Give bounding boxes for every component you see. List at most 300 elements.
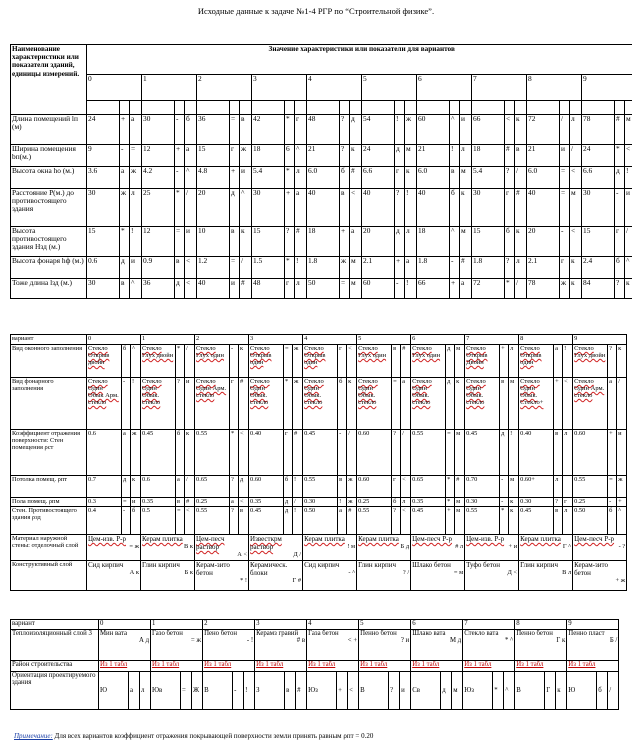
material-codes [88, 569, 139, 576]
value-cell: 20 [197, 189, 230, 227]
value-cell: - [560, 227, 570, 257]
variant-number: 7 [465, 335, 519, 345]
value-cell: и [625, 189, 632, 227]
code-b: к [189, 543, 194, 550]
value-cell: < [570, 227, 582, 257]
value-cell: к [515, 227, 527, 257]
value-cell: / [515, 279, 527, 299]
value-cell: / [185, 345, 195, 378]
row-label: Тоже длина lзд (м.) [11, 279, 87, 299]
value-cell: # [347, 507, 357, 535]
value-cell: # [350, 167, 362, 189]
value-cell: / [570, 145, 582, 167]
value-cell: в [230, 227, 240, 257]
value-cell: 15 [197, 145, 230, 167]
material-cell [465, 535, 519, 561]
value-cell: а [120, 167, 130, 189]
value-cell: ! [293, 507, 303, 535]
code-a: - [246, 637, 250, 645]
value-cell: * [285, 115, 295, 145]
code-a: В [184, 543, 189, 550]
value-cell: м [570, 189, 582, 227]
value-cell: а [185, 145, 197, 167]
value-cell: м [455, 507, 465, 535]
material-codes [412, 569, 463, 576]
value-cell: а [460, 279, 472, 299]
orientation-cell: # [296, 672, 307, 710]
value-cell: = [446, 430, 455, 476]
value-cell: к [239, 345, 249, 378]
value-cell: Стекло Один Обык. стекло [465, 378, 500, 430]
value-cell: 0.5 [141, 507, 176, 535]
material-cell [87, 535, 141, 561]
value-cell: 18 [472, 145, 505, 167]
value-cell: 15 [87, 227, 120, 257]
value-cell: к [625, 279, 632, 299]
value-cell: / [185, 476, 195, 498]
orientation-cell: л [140, 672, 151, 710]
value-cell: Стекло Один Обык. стекло [303, 378, 338, 430]
value-cell: 24 [87, 115, 120, 145]
code-a: * [240, 577, 244, 584]
value-cell: ! [405, 189, 417, 227]
row-label: Конструктивный слой [11, 561, 87, 591]
material-codes [250, 551, 301, 558]
spacer-cell [340, 101, 350, 115]
value-cell: 18 [417, 227, 450, 257]
value-cell: л [563, 430, 573, 476]
value-cell: ж [340, 257, 350, 279]
code-b: д [457, 637, 462, 645]
value-cell: в [340, 189, 350, 227]
value-cell: 0.55 [303, 476, 338, 498]
value-cell: 78 [582, 115, 615, 145]
material-cell [411, 535, 465, 561]
code-a: = [129, 543, 133, 550]
value-cell: м [625, 115, 632, 145]
table-row [11, 430, 627, 476]
value-cell: ! [130, 227, 142, 257]
value-cell: д [395, 145, 405, 167]
value-cell: - [395, 279, 405, 299]
value-cell: в [176, 498, 185, 507]
orientation-cell: Юз [307, 672, 337, 710]
value-cell: * [176, 345, 185, 378]
spacer-cell [505, 101, 515, 115]
variant-number: 8 [527, 75, 582, 101]
variant-number: 3 [249, 335, 303, 345]
material-codes [466, 569, 517, 576]
table-insulation [10, 619, 619, 710]
insulation-codes [360, 637, 409, 644]
code-b: л [567, 569, 572, 576]
code-a: Г [562, 543, 567, 550]
value-cell: 0.9 [142, 257, 175, 279]
value-cell: Стекло Открыв двойн [87, 345, 122, 378]
orientation-cell: Ю [99, 672, 129, 710]
value-cell: < [185, 257, 197, 279]
material-name: Глин кирпич [520, 561, 559, 569]
value-cell: д [284, 498, 293, 507]
value-cell: ! [131, 378, 141, 430]
material-cell [519, 561, 573, 591]
value-cell: ! [295, 257, 307, 279]
spacer-cell [472, 101, 505, 115]
spacer-cell [417, 101, 450, 115]
region-cell: Из 1 табл [255, 661, 307, 672]
spacer-cell [560, 101, 570, 115]
value-cell: / [560, 115, 570, 145]
spacer-cell [570, 101, 582, 115]
table-materials [10, 334, 627, 591]
variant-number: 9 [567, 620, 619, 630]
value-cell: б [131, 507, 141, 535]
value-cell: 10 [197, 227, 230, 257]
row-label: Стен. Противостоящего здания ρзд [11, 507, 87, 535]
value-cell: г [230, 145, 240, 167]
value-cell: ! [293, 476, 303, 498]
orientation-cell: б [597, 672, 608, 710]
value-cell: 48 [307, 115, 340, 145]
value-cell: м [455, 498, 465, 507]
value-cell: в [515, 145, 527, 167]
variant-number: 2 [203, 620, 255, 630]
material-cell [195, 535, 249, 561]
material-cell [195, 561, 249, 591]
value-cell: к [570, 279, 582, 299]
value-cell: б [615, 257, 625, 279]
value-cell: к [509, 507, 519, 535]
value-cell: ж [293, 378, 303, 430]
value-cell: г [505, 189, 515, 227]
value-cell: 6.6 [582, 167, 615, 189]
code-b: в [301, 637, 306, 645]
spacer-cell [295, 101, 307, 115]
row-label: Район строительства [11, 661, 99, 672]
material-name: Сид кирпич [304, 561, 340, 569]
value-cell: Стекло Открыв один [249, 345, 284, 378]
value-cell: + [500, 345, 509, 378]
value-cell: / [240, 257, 252, 279]
material-codes [466, 543, 517, 550]
value-cell: 0.25 [357, 498, 392, 507]
value-cell: а [350, 227, 362, 257]
code-b: ? [622, 543, 626, 550]
variant-header: вариант [11, 620, 99, 630]
code-b: < [513, 569, 518, 576]
value-cell: б [284, 476, 293, 498]
insulation-cell [255, 630, 307, 661]
value-cell: 0.45 [411, 507, 446, 535]
insulation-name: Пенно бетон [516, 630, 553, 637]
footnote [14, 732, 373, 740]
value-cell: ? [340, 145, 350, 167]
value-cell: ! [509, 430, 519, 476]
value-cell: в [554, 507, 563, 535]
value-cell: 6 [285, 145, 295, 167]
value-cell: # [293, 430, 303, 476]
code-b: ! [250, 637, 254, 645]
material-name: Керамическ. блоки [250, 561, 288, 577]
value-cell: 21 [307, 145, 340, 167]
value-cell: 24 [362, 145, 395, 167]
material-name: Керам плитка [358, 535, 399, 543]
value-cell: + [120, 115, 130, 145]
value-cell: 5.4 [252, 167, 285, 189]
value-cell: и [240, 167, 252, 189]
value-cell: ^ [617, 507, 627, 535]
value-cell: < [563, 378, 573, 430]
insulation-cell [203, 630, 255, 661]
value-cell: ! [563, 345, 573, 378]
value-cell: 78 [527, 279, 560, 299]
value-cell: - [338, 430, 347, 476]
variant-number: 7 [472, 75, 527, 101]
code-a: Г [556, 637, 561, 645]
code-a: + [508, 543, 513, 550]
value-cell: 6.6 [362, 167, 395, 189]
value-cell: л [554, 476, 563, 498]
value-cell [563, 476, 573, 498]
value-cell: + [395, 257, 405, 279]
variant-number: 4 [307, 620, 359, 630]
variant-number: 5 [357, 335, 411, 345]
value-cell: м [455, 345, 465, 378]
spacer-cell [285, 101, 295, 115]
value-cell: < [185, 507, 195, 535]
value-cell: 12 [142, 145, 175, 167]
variant-number: 1 [151, 620, 203, 630]
value-cell: Стекло Один Арм. стекло [195, 378, 230, 430]
value-cell: 0.30 [519, 498, 554, 507]
value-cell: 0.45 [249, 507, 284, 535]
material-name: Керам плитка [142, 535, 183, 543]
row-label: Длина помещений lп (м) [11, 115, 87, 145]
variant-number: 8 [519, 335, 573, 345]
value-cell: = [122, 498, 131, 507]
material-name: Керам-зито бетон [196, 561, 230, 577]
value-cell: 0.30 [303, 498, 338, 507]
value-cell: 0.7 [87, 476, 122, 498]
orientation-cell: Юв [151, 672, 181, 710]
row-label: Вид фонарного заполнения [11, 378, 87, 430]
value-cell: л [401, 498, 411, 507]
value-cell: 15 [472, 227, 505, 257]
code-a: А [129, 569, 135, 576]
value-cell: Стекло Открыв Двойн [465, 345, 500, 378]
value-cell: ^ [450, 227, 460, 257]
region-cell: Из 1 табл [359, 661, 411, 672]
value-cell: < [350, 189, 362, 227]
material-name: Сид кирпич [88, 561, 124, 569]
value-cell: 20 [527, 227, 560, 257]
value-cell: в [239, 507, 249, 535]
code-a: + [615, 577, 620, 584]
table-row [11, 115, 632, 145]
region-cell: Из 1 табл [515, 661, 567, 672]
insulation-codes [464, 637, 513, 644]
value-cell: 15 [582, 227, 615, 257]
value-cell: 0.35 [141, 498, 176, 507]
value-cell: ? [285, 227, 295, 257]
spacer-cell [130, 101, 142, 115]
value-cell: м [460, 227, 472, 257]
code-b: # [297, 577, 302, 584]
material-name: Цем-изв. Р-р [466, 535, 505, 543]
table-row [11, 476, 627, 498]
insulation-name: Газо бетон [152, 630, 183, 637]
value-cell: - [175, 115, 185, 145]
value-cell: = [130, 145, 142, 167]
variant-number: 0 [87, 75, 142, 101]
orientation-cell: Ж [192, 672, 203, 710]
value-cell: * [284, 378, 293, 430]
orientation-cell: < [348, 672, 359, 710]
row-label: Ширина помещения bп(м.) [11, 145, 87, 167]
variant-number: 2 [197, 75, 252, 101]
value-cell: = [230, 115, 240, 145]
orientation-cell: Юз [463, 672, 493, 710]
value-cell: д [239, 476, 249, 498]
code-a: ? [402, 569, 406, 576]
material-codes [142, 569, 193, 576]
value-cell: 0.3 [87, 498, 122, 507]
row-label: Высота окна hо (м.) [11, 167, 87, 189]
variant-number: 2 [195, 335, 249, 345]
value-cell: 0.45 [141, 430, 176, 476]
material-cell [141, 535, 195, 561]
value-cell: б [608, 507, 617, 535]
value-cell: < [401, 507, 411, 535]
value-cell: а [130, 115, 142, 145]
orientation-cell: * [493, 672, 504, 710]
value-cell: 0.60 [357, 430, 392, 476]
insulation-name: Пенно пласт [568, 630, 605, 637]
value-cell: 40 [197, 279, 230, 299]
value-cell: к [131, 476, 141, 498]
orientation-cell: м [452, 672, 463, 710]
value-cell: к [515, 115, 527, 145]
value-cell: / [185, 189, 197, 227]
value-cell: д [120, 257, 130, 279]
value-cell: + [617, 498, 627, 507]
value-cell: 15 [252, 227, 285, 257]
spacer-cell [197, 101, 230, 115]
spacer-cell [350, 101, 362, 115]
material-name: Керам-зито бетон [574, 561, 608, 577]
spacer-cell [240, 101, 252, 115]
value-cell: 0.45 [465, 430, 500, 476]
value-cell: - [230, 345, 239, 378]
value-cell: ^ [130, 279, 142, 299]
value-cell: а [176, 476, 185, 498]
code-b: / [299, 551, 302, 558]
insulation-codes [100, 637, 149, 644]
value-cell: Стекло Один Арм. стекло [573, 378, 608, 430]
value-cell: к [405, 167, 417, 189]
value-cell: в [120, 279, 130, 299]
table-dimensions [10, 44, 632, 299]
value-cell: д [395, 227, 405, 257]
value-cell: Стекло Открыв один [303, 345, 338, 378]
value-cell: г [284, 430, 293, 476]
code-a: Б [400, 543, 405, 550]
insulation-cell [463, 630, 515, 661]
insulation-codes [152, 637, 201, 644]
value-cell: 0.35 [411, 498, 446, 507]
code-a: - [618, 543, 621, 550]
value-cell: 36 [197, 115, 230, 145]
value-cell: 0.40 [519, 430, 554, 476]
value-cell: д [122, 476, 131, 498]
material-codes [196, 577, 247, 584]
value-cell: д [284, 507, 293, 535]
value-cell: д [615, 167, 625, 189]
value-cell: / [617, 378, 627, 430]
variant-number: 1 [142, 75, 197, 101]
value-cell: * [446, 476, 455, 498]
value-cell: < [239, 430, 249, 476]
value-cell: / [625, 227, 632, 257]
value-cell: 40 [527, 189, 560, 227]
code-b: ! [244, 577, 248, 584]
material-cell [303, 535, 357, 561]
value-cell: 50 [307, 279, 340, 299]
table-row [11, 507, 627, 535]
material-codes [358, 543, 409, 550]
table-row [11, 145, 632, 167]
material-cell [519, 535, 573, 561]
orientation-cell: а [129, 672, 140, 710]
value-cell: 6.0 [307, 167, 340, 189]
material-name: Туфо бетон [466, 561, 500, 569]
orientation-cell: ! [244, 672, 255, 710]
value-cell: 42 [252, 115, 285, 145]
region-cell: Из 1 табл [99, 661, 151, 672]
material-name: Цем-песч Р-р [574, 535, 615, 543]
value-cell: л [563, 507, 573, 535]
value-cell: Стекло Глух двойн [573, 345, 608, 378]
variant-number: 3 [255, 620, 307, 630]
region-cell: Из 1 табл [151, 661, 203, 672]
material-codes [412, 543, 463, 550]
value-cell: а [122, 430, 131, 476]
orientation-cell: ? [389, 672, 400, 710]
code-b: к [561, 637, 566, 645]
value-cell: 0.60 [249, 476, 284, 498]
value-cell: ? [340, 115, 350, 145]
value-cell: к [240, 227, 252, 257]
material-cell [465, 561, 519, 591]
value-cell: 0.4 [87, 507, 122, 535]
insulation-cell [567, 630, 619, 661]
value-cell: Стекло Один Обык. стекло [357, 378, 392, 430]
value-cell: а [405, 257, 417, 279]
variant-header: вариант [11, 335, 87, 345]
value-cell: 30 [87, 189, 120, 227]
value-cell: = [560, 167, 570, 189]
value-cell: / [293, 498, 303, 507]
value-cell: = [284, 345, 293, 378]
code-b: + [353, 637, 358, 645]
variant-number: 5 [362, 75, 417, 101]
value-cell: ^ [131, 345, 141, 378]
value-cell: = [230, 257, 240, 279]
spacer-cell [230, 101, 240, 115]
value-cell: м [509, 476, 519, 498]
material-codes [520, 543, 571, 550]
value-cell: л [515, 257, 527, 279]
